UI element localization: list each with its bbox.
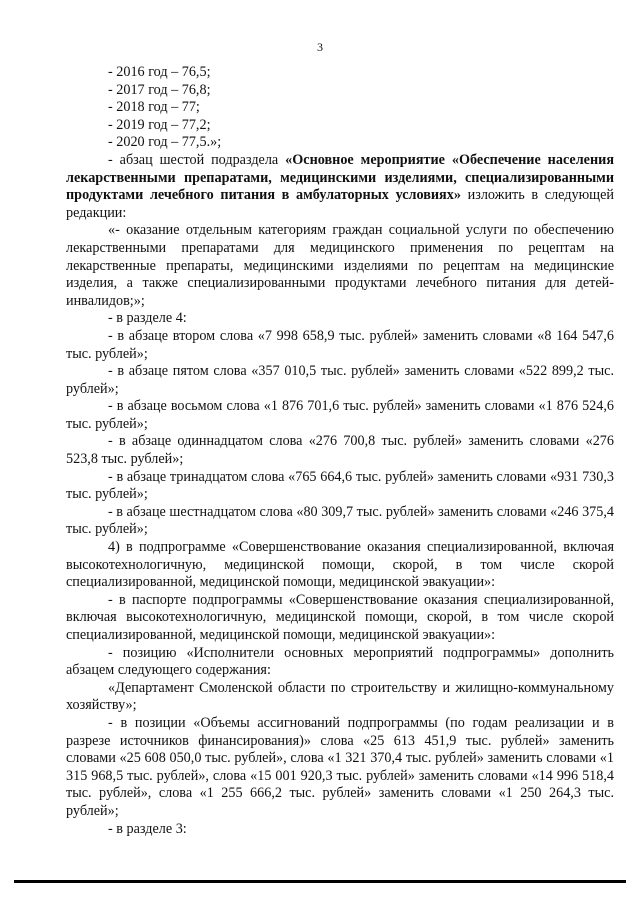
paragraph-abzac-16: - в абзаце шестнадцатом слова «80 309,7 тыс. рублей» заменить словами «246 375,4 тыс. рублей»; bbox=[66, 503, 614, 538]
paragraph-abzac-5: - в абзаце пятом слова «357 010,5 тыс. рублей» заменить словами «522 899,2 тыс. рублей»; bbox=[66, 363, 614, 397]
bottom-rule bbox=[14, 880, 626, 883]
paragraph-abzac-2: - в абзаце втором слова «7 998 658,9 тыс. рублей» заменить словами «8 164 547,6 тыс. рублей»; bbox=[66, 327, 614, 362]
paragraph-okazanie: «- оказание отдельным категориям граждан социальной услуги по обеспечению лекарственными препаратами для медицинского применения по рецептам на лекарственные препараты, медицинскими изделиями по рецептам на медицинские изделия, а также специализированными продуктами лечебного питания для детей-инвалидов;»; bbox=[66, 222, 614, 309]
paragraph-abzac-8: - в абзаце восьмом слова «1 876 701,6 тыс. рублей» заменить словами «1 876 524,6 тыс. рублей»; bbox=[66, 398, 614, 432]
paragraph-abzac-13: - в абзаце тринадцатом слова «765 664,6 тыс. рублей» заменить словами «931 730,3 тыс. рублей»; bbox=[66, 468, 614, 503]
paragraph-abzac-shestoy bbox=[66, 152, 614, 222]
list-item-2020: - 2020 год – 77,5.»; bbox=[108, 134, 222, 151]
list-item-2017: - 2017 год – 76,8; bbox=[108, 81, 211, 98]
list-item-2016: - 2016 год – 76,5; bbox=[108, 64, 211, 80]
paragraph-ispolniteli: - позицию «Исполнители основных мероприятий подпрограммы» дополнить абзацем следующего содержания: bbox=[66, 644, 614, 679]
abzac-suffix: изложить в следующей редакции: bbox=[66, 187, 614, 221]
paragraph-obemy: - в позиции «Объемы ассигнований подпрограммы (по годам реализации и в разрезе источников финансирования)» слова «25 613 451,9 тыс. рублей» заменить словами «25 608 050,0 тыс. рублей», слова «1 321 370,4 тыс. рублей» заменить словами «1 315 968,5 тыс. рублей», слова «15 001 920,3 тыс. рублей» заменить словами «14 996 518,4 тыс. рублей», слова «1 255 666,2 тыс. рублей» заменить словами «1 250 264,3 тыс. рублей»; bbox=[66, 714, 614, 819]
paragraph-item-4: 4) в подпрограмме «Совершенствование оказания специализированной, включая высокотехнологичную, медицинской помощи, скорой, в том числе скорой специализированной, медицинской помощи, медицинской эвакуации»: bbox=[66, 539, 614, 591]
paragraph-pasport: - в паспорте подпрограммы «Совершенствование оказания специализированной, включая высокотехнологичную, медицинской помощи, скорой, в том числе скорой специализированной, медицинской помощи, медицинской эвакуации»: bbox=[66, 591, 614, 643]
abzac-prefix: - абзац шестой подраздела bbox=[108, 151, 286, 168]
list-item-2019: - 2019 год – 77,2; bbox=[108, 116, 211, 133]
abzac-bold-title: «Основное мероприятие «Обеспечение населения лекарственными препаратами, медицинскими изделиями, специализированными продуктами лечебного питания в амбулаторных условиях» bbox=[66, 151, 614, 204]
razdel-3-heading: - в разделе 3: bbox=[108, 820, 187, 837]
paragraph-abzac-11: - в абзаце одиннадцатом слова «276 700,8 тыс. рублей» заменить словами «276 523,8 тыс. рублей»; bbox=[66, 433, 614, 468]
paragraph-departament: «Департамент Смоленской области по строительству и жилищно-коммунальному хозяйству»; bbox=[66, 679, 614, 714]
document-body bbox=[66, 64, 614, 838]
razdel-4-heading: - в разделе 4: bbox=[108, 310, 187, 327]
page-number: 3 bbox=[317, 40, 323, 54]
list-item-2018: - 2018 год – 77; bbox=[108, 99, 200, 116]
